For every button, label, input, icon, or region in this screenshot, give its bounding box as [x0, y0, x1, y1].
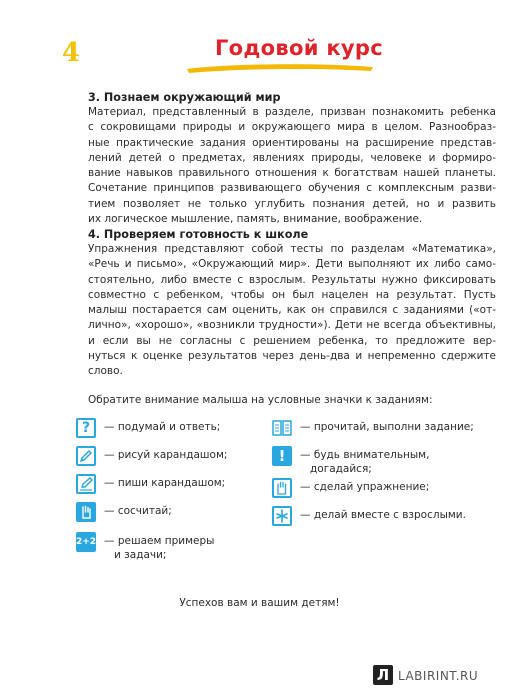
legend-label: — прочитай, выполни задание; — [300, 421, 474, 433]
section-paragraph — [88, 242, 496, 380]
legend-label: — сделай упражнение; — [300, 481, 430, 493]
legend-item-attention — [272, 446, 429, 476]
legend-intro: Обратите внимание малыша на условные значки к заданиям: — [88, 394, 433, 406]
watermark-text: LABIRINT.RU — [398, 669, 479, 683]
section-paragraph — [88, 105, 496, 227]
text-line: ные практические задания ориентированы на расширение представ- — [88, 136, 496, 149]
legend-label: — подумай и ответь; — [104, 421, 221, 433]
legend-item-think — [76, 418, 220, 438]
text-line: их логическое мышление, память, внимание, воображение. — [88, 213, 423, 226]
title-underline-swoosh — [185, 61, 375, 75]
open-book-icon — [272, 418, 292, 438]
text-line: слово. — [88, 365, 123, 378]
legend-label: — решаем примеры и задачи; — [104, 535, 215, 561]
counting-hand-icon — [76, 502, 96, 522]
legend-item-together — [272, 506, 466, 526]
section-heading: 4. Проверяем готовность к школе — [88, 228, 309, 241]
text-line: стоятельно, либо вместе с взрослым. Результаты нужно фиксировать — [88, 273, 496, 286]
section-heading: 3. Познаем окружающий мир — [88, 91, 281, 104]
text-line: лично», «хорошо», «возникли трудности»). Дети не всегда объективны, — [88, 319, 496, 332]
adult-and-child-icon — [272, 506, 292, 526]
pencil-icon — [76, 446, 96, 466]
text-line: совместно с ребенком, чтобы он был нацелен на результат. Пусть — [88, 288, 496, 301]
legend-label: — рисуй карандашом; — [104, 449, 228, 461]
legend-label: — будь внимательным, догадайся; — [300, 449, 430, 475]
page-number: 4 — [62, 38, 81, 68]
legend-label: — пиши карандашом; — [104, 477, 226, 489]
text-line: Материал, представленный в разделе, призван познакомить ребенка — [88, 106, 496, 118]
legend-item-count — [76, 502, 172, 522]
exclamation-icon: ! — [272, 446, 292, 466]
legend-label: — сосчитай; — [104, 505, 172, 517]
legend-label: — делай вместе с взрослыми. — [300, 509, 466, 521]
pencil-writing-icon — [76, 474, 96, 494]
question-mark-icon: ? — [76, 418, 96, 438]
text-line: вание навыков правильного отношения к богатствам нашей планеты. — [88, 167, 496, 180]
text-line: Сочетание принципов развивающего обучения с комплексным разви- — [88, 182, 496, 195]
labirint-logo-icon: Л — [373, 665, 393, 685]
text-line: малыш постарается сам оценить, как он справился с заданиями («от- — [88, 304, 496, 317]
text-line: «Речь и письмо», «Окружающий мир». Дети выполняют их либо само- — [88, 258, 496, 271]
page-title: Годовой курс — [215, 36, 383, 60]
closing-wish: Успехов вам и вашим детям! — [179, 597, 340, 609]
text-line: нуться к оценке результатов через день-два и непременно сдержите — [88, 350, 496, 363]
section-explore-world — [88, 90, 496, 227]
section-school-readiness — [88, 227, 496, 380]
open-hand-icon — [272, 478, 292, 498]
legend-item-read — [272, 418, 474, 438]
math-problem-icon: 2+2 — [76, 532, 96, 552]
legend-item-write — [76, 474, 225, 494]
legend-item-solve — [76, 532, 214, 562]
text-line: с сокровищами природы и окружающего мира в целом. Разнообраз- — [88, 121, 496, 134]
legend-item-exercise — [272, 478, 429, 498]
text-line: и если вы не согласны с решением ребенка, то предложите вер- — [88, 334, 496, 347]
legend-item-draw — [76, 446, 227, 466]
text-line: Упражнения представляют собой тесты по разделам «Математика», — [88, 243, 496, 255]
text-line: тием позволяет не только углубить познания детей, но и развить — [88, 197, 496, 210]
text-line: лений детей о предметах, явлениях природы, человеке и формиро- — [88, 151, 496, 164]
